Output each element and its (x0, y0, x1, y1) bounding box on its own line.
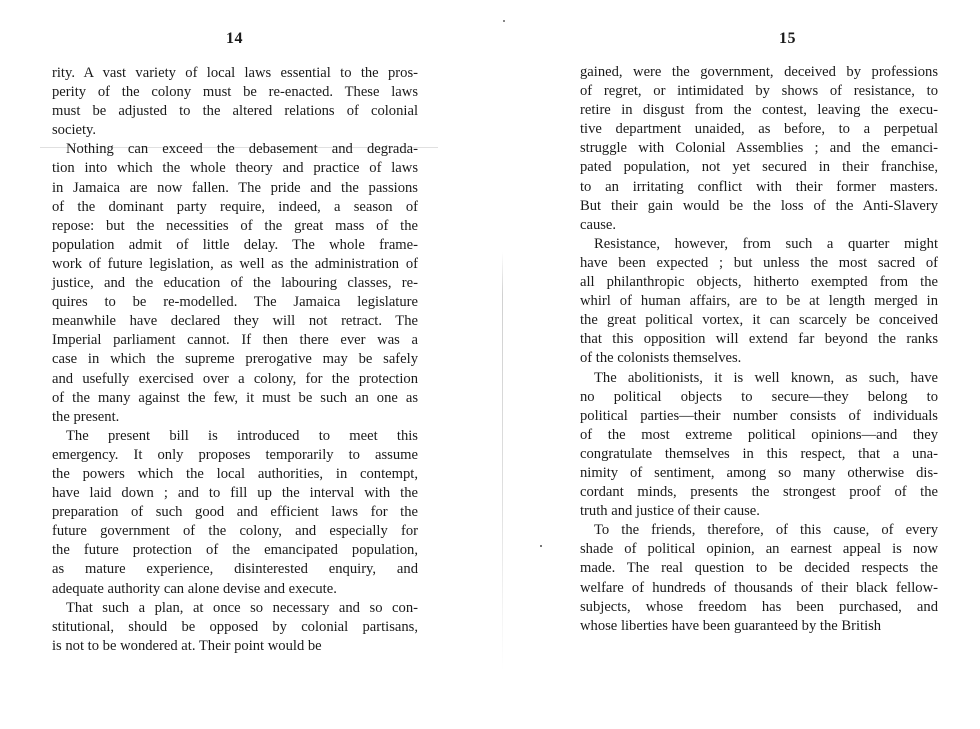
text-line: cause. (580, 216, 617, 233)
text-line: shade of political opinion, an earnest appeal is now (580, 541, 938, 558)
text-line: Nothing can exceed the debasement and degrada- (66, 141, 418, 158)
text-line: case in which the supreme prerogative may be safely (52, 351, 418, 368)
text-line: have laid down ; and to fill up the interval with the (52, 485, 418, 502)
text-line: Resistance, however, from such a quarter might (594, 235, 938, 252)
text-line: repose: but the necessities of the great mass of the (52, 217, 418, 234)
text-line: justice, and the education of the labouring classes, re- (52, 275, 418, 292)
text-line: must be adjusted to the altered relations of colonial (52, 103, 418, 120)
text-line: The present bill is introduced to meet this (66, 427, 418, 444)
text-line: in Jamaica are now fallen. The pride and the passions (52, 179, 418, 196)
text-line: of regret, or intimidated by shows of resistance, to (580, 83, 938, 100)
text-line: future government of the colony, and especially for (52, 523, 418, 540)
text-line: quires to be re-modelled. The Jamaica legislature (52, 294, 418, 311)
text-line: is not to be wondered at. Their point would be (52, 637, 322, 654)
text-line: To the friends, therefore, of this cause, of every (594, 522, 938, 539)
text-line: no political objects to secure—they belong to (580, 388, 938, 405)
text-line: society. (52, 122, 97, 139)
text-line: have been expected ; but unless the most sacred of (580, 254, 938, 271)
text-line: whirl of human affairs, are to be at length merged in (580, 293, 938, 310)
left-page-text (52, 64, 418, 656)
text-line: work of future legislation, as well as the administration of (52, 255, 418, 272)
text-line: Imperial parliament cannot. If then there ever was a (52, 332, 418, 349)
text-line: stitutional, should be opposed by colonial partisans, (52, 618, 418, 635)
right-page (490, 0, 980, 729)
text-line: pated population, not yet secured in their franchise, (580, 159, 938, 176)
text-line: welfare of hundreds of thousands of their black fellow- (580, 579, 938, 596)
text-line: rity. A vast variety of local laws essential to the pros- (52, 65, 418, 81)
text-line: preparation of such good and efficient laws for the (52, 504, 418, 521)
text-line: That such a plan, at once so necessary and so con- (66, 599, 418, 616)
text-line: truth and justice of their cause. (580, 503, 760, 520)
text-line: as mature experience, disinterested enquiry, and (52, 561, 418, 578)
right-page-text (580, 63, 938, 636)
left-page-number: 14 (226, 30, 243, 47)
text-line: But their gain would be the loss of the Anti-Slavery (580, 197, 938, 214)
text-line: retire in disgust from the contest, leaving the execu- (580, 102, 938, 119)
text-line: that this opposition will extend far beyond the ranks (580, 331, 938, 348)
text-line: the present. (52, 408, 120, 425)
text-line: of the many against the few, it must be such an one as (52, 389, 418, 406)
text-line: tive department unaided, as before, to a perpetual (580, 121, 938, 138)
text-line: population admit of little delay. The whole frame- (52, 236, 418, 253)
text-line: The abolitionists, it is well known, as such, have (594, 369, 938, 386)
text-line: perity of the colony must be re-enacted. These laws (52, 84, 418, 101)
text-line: of the colonists themselves. (580, 350, 742, 367)
text-line: congratulate themselves in this respect, that a una- (580, 445, 938, 462)
text-line: the powers which the local authorities, in contempt, (52, 465, 418, 482)
text-line: made. The real question to be decided respects the (580, 560, 938, 577)
text-line: the future protection of the emancipated population, (52, 542, 418, 559)
text-line: nimity of sentiment, among so many otherwise dis- (580, 464, 938, 481)
text-line: tion into which the whole theory and practice of laws (52, 160, 418, 177)
text-line: subjects, whose freedom has been purchased, and (580, 598, 938, 615)
text-line: struggle with Colonial Assemblies ; and the emanci- (580, 140, 938, 157)
text-line: adequate authority can alone devise and execute. (52, 580, 337, 597)
text-line: whose liberties have been guaranteed by the British (580, 617, 882, 634)
text-line: meanwhile have declared they will not retract. The (52, 313, 418, 330)
text-line: to an irritating conflict with their former masters. (580, 178, 938, 195)
right-page-number: 15 (779, 30, 796, 47)
text-line: of the dominant party require, indeed, a season of (52, 198, 418, 215)
text-line: and usefully exercised over a colony, for the protection (52, 370, 418, 387)
text-line: gained, were the government, deceived by professions (580, 64, 938, 80)
text-line: all philanthropic objects, hitherto exempted from the (580, 274, 938, 291)
text-line: emergency. It only proposes temporarily to assume (52, 446, 418, 463)
text-line: political parties—their number consists of individuals (580, 407, 938, 424)
text-line: cordant minds, presents the strongest proof of the (580, 484, 938, 501)
text-line: the great political vortex, it can scarcely be conceived (580, 312, 938, 329)
text-line: of the most extreme political opinions—and they (580, 426, 938, 443)
